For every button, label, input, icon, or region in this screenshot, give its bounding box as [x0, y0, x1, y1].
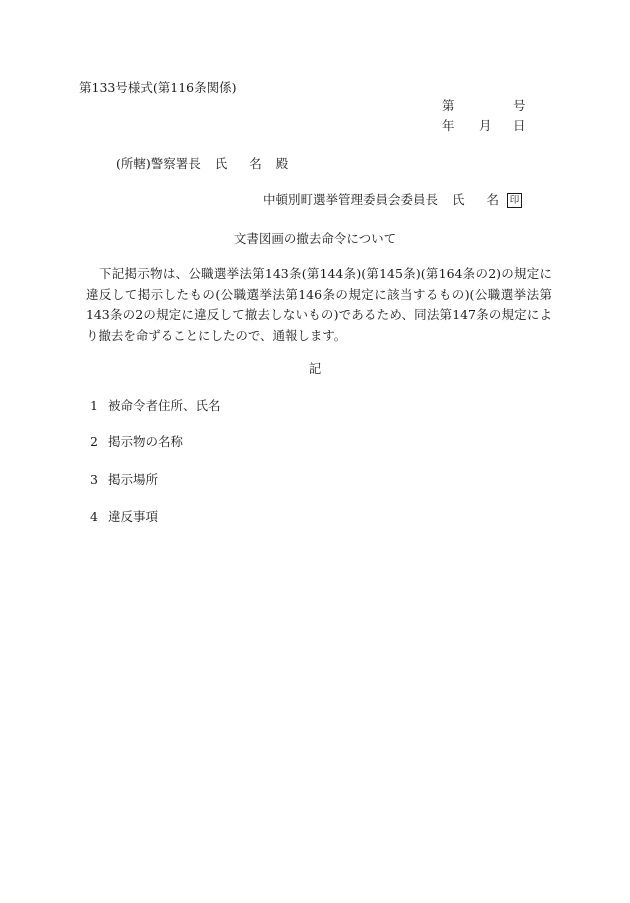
- item-label: 掲示物の名称: [108, 434, 184, 449]
- item-label: 被命令者住所、氏名: [108, 398, 221, 413]
- addressee: [116, 156, 288, 172]
- document-number-prefix: 第: [442, 98, 455, 113]
- addressee-office: (所轄)警察署長: [116, 156, 201, 171]
- list-item: [90, 472, 158, 488]
- date-year: 年: [442, 118, 455, 133]
- item-number: 1: [90, 398, 98, 413]
- date-day: 日: [513, 118, 526, 133]
- list-item: [90, 398, 221, 414]
- body-paragraph: 下記掲示物は、公職選挙法第143条(第144条)(第145条)(第164条の2)の規定に違反して掲示したもの(公職選挙法第146条の規定に該当するもの)(公職選挙法第143条の2の規定に違反して撤去しないもの)であるため、同法第147条の規定により撤去を命ずることにしたので、通報します。: [86, 266, 552, 343]
- item-label: 違反事項: [108, 509, 159, 524]
- sender-title: 中頓別町選挙管理委員会委員長: [262, 192, 438, 207]
- form-number: 第133号様式(第116条関係): [79, 80, 237, 95]
- list-item: [90, 509, 158, 525]
- seal-mark: 印: [507, 193, 522, 208]
- sender-mei: 名: [486, 192, 499, 207]
- document-number-suffix: 号: [513, 98, 526, 113]
- addressee-honorific: 殿: [275, 156, 289, 171]
- date-month: 月: [479, 118, 492, 133]
- list-item: [90, 434, 183, 450]
- item-number: 4: [90, 509, 98, 524]
- sender: [263, 192, 522, 208]
- item-label: 掲示場所: [108, 472, 159, 487]
- ki-heading: 記: [308, 361, 322, 376]
- document-title: 文書図画の撤去命令について: [233, 231, 397, 246]
- item-number: 3: [90, 472, 98, 487]
- item-number: 2: [90, 434, 98, 449]
- addressee-shi: 氏: [214, 156, 228, 171]
- sender-shi: 氏: [451, 192, 465, 207]
- addressee-mei: 名: [249, 156, 262, 171]
